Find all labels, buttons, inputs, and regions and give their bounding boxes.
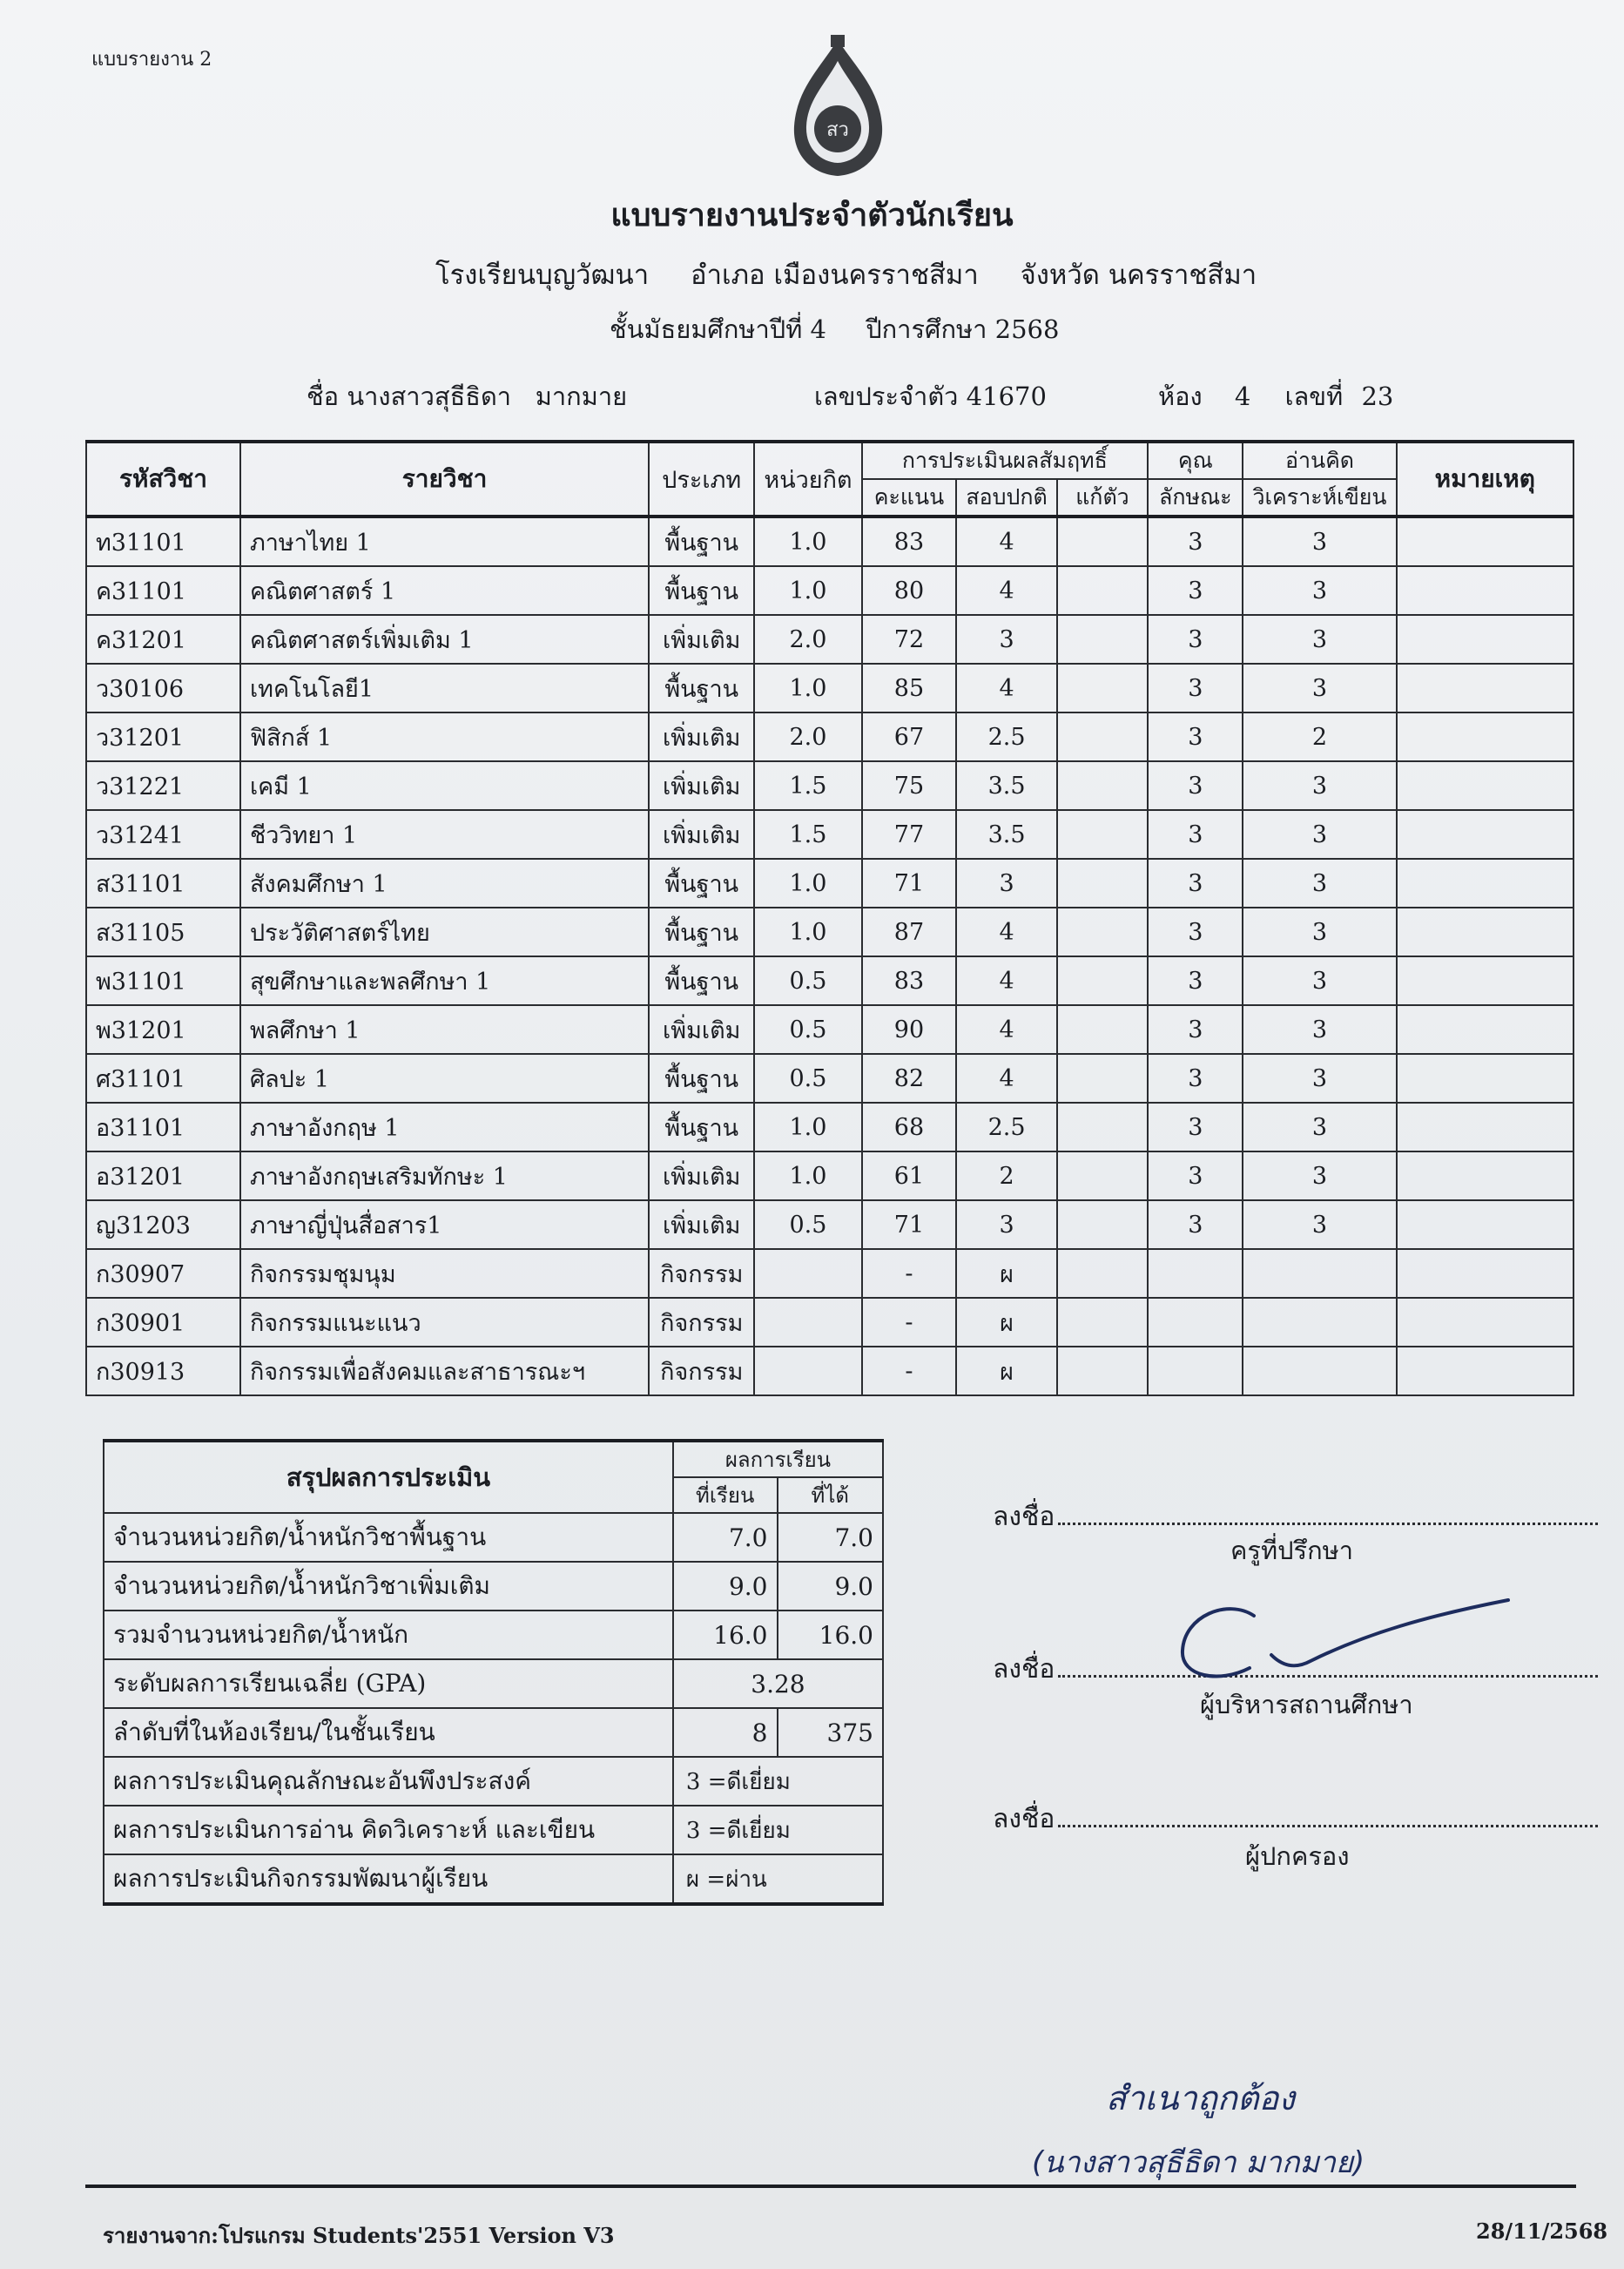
subject-character: 3	[1148, 615, 1243, 664]
subject-name: ประวัติศาสตร์ไทย	[240, 908, 649, 956]
sign-label: ลงชื่อ	[993, 1804, 1055, 1834]
student-id: เลขประจำตัว 41670	[814, 382, 1047, 411]
subject-grade: 4	[956, 664, 1056, 712]
subject-name: คณิตศาสตร์เพิ่มเติม 1	[240, 615, 649, 664]
subject-fix-grade	[1057, 859, 1148, 908]
subject-credit: 0.5	[754, 1054, 861, 1103]
subject-remark	[1397, 1298, 1573, 1347]
summary-col-earned: ที่ได้	[778, 1477, 884, 1513]
subject-score: -	[862, 1249, 957, 1298]
subject-score: 71	[862, 1200, 957, 1249]
subject-code: ศ31101	[86, 1054, 240, 1103]
subject-name: ศิลปะ 1	[240, 1054, 649, 1103]
subject-reading: 3	[1243, 908, 1396, 956]
subject-fix-grade	[1057, 956, 1148, 1005]
summary-value: 16.0	[778, 1611, 884, 1659]
subject-remark	[1397, 810, 1573, 859]
subject-grade: 4	[956, 908, 1056, 956]
subject-remark	[1397, 761, 1573, 810]
school-seal-icon	[788, 35, 888, 183]
school-line	[435, 253, 1290, 296]
subject-score: 82	[862, 1054, 957, 1103]
table-row	[86, 859, 1573, 908]
summary-value: ผ =ผ่าน	[673, 1854, 883, 1904]
subject-score: 83	[862, 956, 957, 1005]
subject-score: 80	[862, 566, 957, 615]
subject-type: พื้นฐาน	[649, 908, 754, 956]
subject-score: -	[862, 1347, 957, 1395]
subject-character: 3	[1148, 908, 1243, 956]
summary-row-basic	[104, 1513, 883, 1562]
subject-credit: 0.5	[754, 956, 861, 1005]
subject-score: 75	[862, 761, 957, 810]
subject-character: 3	[1148, 761, 1243, 810]
rank-grade: 375	[778, 1708, 884, 1757]
subject-fix-grade	[1057, 517, 1148, 566]
table-row	[86, 1200, 1573, 1249]
table-row	[86, 810, 1573, 859]
subject-reading	[1243, 1298, 1396, 1347]
number-label: เลขที่	[1284, 382, 1344, 411]
subject-character: 3	[1148, 517, 1243, 566]
subject-score: 68	[862, 1103, 957, 1151]
header-assessment: การประเมินผลสัมฤทธิ์	[862, 442, 1149, 479]
grade-level: ชั้นมัธยมศึกษาปีที่ 4	[610, 314, 826, 344]
student-name: นางสาวสุธีธิดา มากมาย	[347, 382, 628, 411]
subject-reading: 3	[1243, 1103, 1396, 1151]
header-type: ประเภท	[649, 442, 754, 517]
header-remark: หมายเหตุ	[1397, 442, 1573, 517]
table-row	[86, 517, 1573, 566]
subject-credit: 1.0	[754, 517, 861, 566]
subject-grade: 3.5	[956, 761, 1056, 810]
subject-fix-grade	[1057, 1054, 1148, 1103]
subject-grade: 4	[956, 1005, 1056, 1054]
subject-code: ค31101	[86, 566, 240, 615]
subject-character: 3	[1148, 810, 1243, 859]
gpa-value: 3.28	[673, 1659, 883, 1708]
subject-score: 61	[862, 1151, 957, 1200]
province: จังหวัด นครราชสีมา	[1020, 260, 1257, 291]
subject-code: พ31201	[86, 1005, 240, 1054]
subject-credit: 2.0	[754, 615, 861, 664]
subject-type: เพิ่มเติม	[649, 712, 754, 761]
subject-code: ว31201	[86, 712, 240, 761]
subject-character: 3	[1148, 1200, 1243, 1249]
subject-fix-grade	[1057, 1249, 1148, 1298]
subject-name: สังคมศึกษา 1	[240, 859, 649, 908]
number-value: 23	[1361, 382, 1394, 411]
subject-reading: 2	[1243, 712, 1396, 761]
subject-type: เพิ่มเติม	[649, 1200, 754, 1249]
table-row	[86, 1151, 1573, 1200]
subject-code: ก30907	[86, 1249, 240, 1298]
subject-reading: 3	[1243, 859, 1396, 908]
summary-label: ผลการประเมินคุณลักษณะอันพึงประสงค์	[104, 1757, 673, 1806]
subject-fix-grade	[1057, 712, 1148, 761]
subject-grade: 3.5	[956, 810, 1056, 859]
subject-credit: 1.5	[754, 761, 861, 810]
subject-credit	[754, 1249, 861, 1298]
table-row	[86, 1005, 1573, 1054]
subject-character: 3	[1148, 1054, 1243, 1103]
subject-reading: 3	[1243, 517, 1396, 566]
subject-score: 72	[862, 615, 957, 664]
room-value: 4	[1234, 382, 1251, 411]
subject-remark	[1397, 1200, 1573, 1249]
subject-type: พื้นฐาน	[649, 1103, 754, 1151]
header-normal-grade: สอบปกติ	[956, 479, 1056, 517]
summary-label: ลำดับที่ในห้องเรียน/ในชั้นเรียน	[104, 1708, 673, 1757]
subject-name: คณิตศาสตร์ 1	[240, 566, 649, 615]
subject-type: เพิ่มเติม	[649, 615, 754, 664]
summary-title: สรุปผลการประเมิน	[104, 1441, 673, 1513]
subject-grade: ผ	[956, 1298, 1056, 1347]
subject-fix-grade	[1057, 1103, 1148, 1151]
subject-grade: 4	[956, 956, 1056, 1005]
subject-code: ค31201	[86, 615, 240, 664]
summary-value: 16.0	[673, 1611, 778, 1659]
subject-character: 3	[1148, 859, 1243, 908]
table-row	[86, 1347, 1573, 1395]
subject-type: พื้นฐาน	[649, 566, 754, 615]
room-label: ห้อง	[1158, 382, 1203, 411]
subject-fix-grade	[1057, 664, 1148, 712]
subject-score: 90	[862, 1005, 957, 1054]
summary-row-total	[104, 1611, 883, 1659]
report-title: แบบรายงานประจำตัวนักเรียน	[610, 197, 1014, 233]
subject-remark	[1397, 1054, 1573, 1103]
subject-code: ก30913	[86, 1347, 240, 1395]
summary-label: ระดับผลการเรียนเฉลี่ย (GPA)	[104, 1659, 673, 1708]
subject-grade: ผ	[956, 1347, 1056, 1395]
summary-label: รวมจำนวนหน่วยกิต/น้ำหนัก	[104, 1611, 673, 1659]
subject-reading: 3	[1243, 664, 1396, 712]
subject-remark	[1397, 1151, 1573, 1200]
subject-grade: 4	[956, 1054, 1056, 1103]
subject-score: 83	[862, 517, 957, 566]
subject-type: เพิ่มเติม	[649, 1005, 754, 1054]
table-row	[86, 908, 1573, 956]
subject-code: ว31241	[86, 810, 240, 859]
summary-table	[103, 1439, 884, 1906]
subject-reading: 3	[1243, 566, 1396, 615]
subject-code: ญ31203	[86, 1200, 240, 1249]
subject-code: อ31101	[86, 1103, 240, 1151]
subject-character: 3	[1148, 1151, 1243, 1200]
subject-remark	[1397, 1103, 1573, 1151]
summary-result-header: ผลการเรียน	[673, 1441, 883, 1477]
table-row	[86, 1298, 1573, 1347]
subject-code: ส31105	[86, 908, 240, 956]
subject-fix-grade	[1057, 761, 1148, 810]
subject-character: 3	[1148, 566, 1243, 615]
summary-label: จำนวนหน่วยกิต/น้ำหนักวิชาเพิ่มเติม	[104, 1562, 673, 1611]
subject-grade: 2	[956, 1151, 1056, 1200]
parent-signature-line	[993, 1799, 1598, 1840]
subject-type: พื้นฐาน	[649, 956, 754, 1005]
director-signature-icon	[1167, 1581, 1515, 1694]
subject-code: ท31101	[86, 517, 240, 566]
subject-name: เทคโนโลยี1	[240, 664, 649, 712]
summary-value: 7.0	[778, 1513, 884, 1562]
subject-remark	[1397, 615, 1573, 664]
subject-fix-grade	[1057, 1151, 1148, 1200]
summary-value: 3 =ดีเยี่ยม	[673, 1806, 883, 1854]
student-name-field	[307, 376, 627, 416]
rank-room: 8	[673, 1708, 778, 1757]
subject-remark	[1397, 1005, 1573, 1054]
subject-type: พื้นฐาน	[649, 664, 754, 712]
subject-score: 71	[862, 859, 957, 908]
subject-character	[1148, 1298, 1243, 1347]
subject-code: พ31101	[86, 956, 240, 1005]
subject-reading: 3	[1243, 1054, 1396, 1103]
subject-reading: 3	[1243, 1151, 1396, 1200]
subject-name: กิจกรรมเพื่อสังคมและสาธารณะฯ	[240, 1347, 649, 1395]
header-character-bottom: ลักษณะ	[1148, 479, 1243, 517]
summary-row-extra	[104, 1562, 883, 1611]
grade-line	[610, 309, 1090, 349]
subject-credit: 1.0	[754, 566, 861, 615]
header-reading-bottom: วิเคราะห์เขียน	[1243, 479, 1396, 517]
subject-credit: 2.0	[754, 712, 861, 761]
subject-name: กิจกรรมชุมนุม	[240, 1249, 649, 1298]
subject-name: ภาษาอังกฤษเสริมทักษะ 1	[240, 1151, 649, 1200]
dotted-line	[1058, 1519, 1598, 1525]
subject-name: สุขศึกษาและพลศึกษา 1	[240, 956, 649, 1005]
table-row	[86, 1054, 1573, 1103]
grades-table	[85, 440, 1574, 1396]
header-score: คะแนน	[862, 479, 957, 517]
subject-credit	[754, 1347, 861, 1395]
header-credit: หน่วยกิต	[754, 442, 861, 517]
subject-character: 3	[1148, 712, 1243, 761]
subject-code: ส31101	[86, 859, 240, 908]
summary-label: ผลการประเมินกิจกรรมพัฒนาผู้เรียน	[104, 1854, 673, 1904]
subject-score: 85	[862, 664, 957, 712]
summary-value: 3 =ดีเยี่ยม	[673, 1757, 883, 1806]
subject-type: พื้นฐาน	[649, 1054, 754, 1103]
subject-name: ชีววิทยา 1	[240, 810, 649, 859]
subject-character	[1148, 1347, 1243, 1395]
subject-remark	[1397, 859, 1573, 908]
summary-row-rank	[104, 1708, 883, 1757]
subject-reading: 3	[1243, 1005, 1396, 1054]
subject-grade: 4	[956, 566, 1056, 615]
subject-grade: 2.5	[956, 712, 1056, 761]
subject-remark	[1397, 1249, 1573, 1298]
header-fix-grade: แก้ตัว	[1057, 479, 1148, 517]
subject-type: เพิ่มเติม	[649, 761, 754, 810]
summary-row-gpa	[104, 1659, 883, 1708]
summary-row-character	[104, 1757, 883, 1806]
subject-character: 3	[1148, 1103, 1243, 1151]
subject-code: ว30106	[86, 664, 240, 712]
footer-source: รายงานจาก:โปรแกรม Students'2551 Version V3	[103, 2223, 615, 2248]
subject-code: ก30901	[86, 1298, 240, 1347]
subject-fix-grade	[1057, 1347, 1148, 1395]
subject-remark	[1397, 908, 1573, 956]
subject-remark	[1397, 956, 1573, 1005]
subject-type: พื้นฐาน	[649, 859, 754, 908]
table-row	[86, 566, 1573, 615]
summary-value: 9.0	[673, 1562, 778, 1611]
subject-fix-grade	[1057, 566, 1148, 615]
table-row	[86, 615, 1573, 664]
subject-credit	[754, 1298, 861, 1347]
subject-name: ภาษาไทย 1	[240, 517, 649, 566]
subject-score: 77	[862, 810, 957, 859]
subject-name: ภาษาญี่ปุ่นสื่อสาร1	[240, 1200, 649, 1249]
summary-col-taken: ที่เรียน	[673, 1477, 778, 1513]
subject-fix-grade	[1057, 908, 1148, 956]
subject-score: 87	[862, 908, 957, 956]
subject-name: ภาษาอังกฤษ 1	[240, 1103, 649, 1151]
subject-remark	[1397, 566, 1573, 615]
sign-label: ลงชื่อ	[993, 1502, 1055, 1532]
certified-copy-name: (นางสาวสุธีธิดา มากมาย)	[1032, 2145, 1365, 2180]
certified-copy-note: สำเนาถูกต้อง	[1106, 2079, 1295, 2117]
subject-credit: 1.5	[754, 810, 861, 859]
subject-fix-grade	[1057, 1005, 1148, 1054]
subject-type: กิจกรรม	[649, 1249, 754, 1298]
subject-reading	[1243, 1249, 1396, 1298]
table-row	[86, 1249, 1573, 1298]
subject-reading: 3	[1243, 615, 1396, 664]
subject-credit: 1.0	[754, 859, 861, 908]
dotted-line	[1058, 1821, 1598, 1827]
table-row	[86, 712, 1573, 761]
room-field	[1158, 376, 1393, 416]
subject-reading	[1243, 1347, 1396, 1395]
subject-credit: 0.5	[754, 1005, 861, 1054]
subject-credit: 1.0	[754, 1151, 861, 1200]
subject-remark	[1397, 664, 1573, 712]
subject-type: กิจกรรม	[649, 1347, 754, 1395]
subject-type: เพิ่มเติม	[649, 810, 754, 859]
subject-code: ว31221	[86, 761, 240, 810]
subject-grade: 3	[956, 615, 1056, 664]
subject-grade: 3	[956, 859, 1056, 908]
form-code: แบบรายงาน 2	[91, 49, 212, 71]
summary-row-activity	[104, 1854, 883, 1904]
table-row	[86, 1103, 1573, 1151]
table-row	[86, 956, 1573, 1005]
svg-text:สว: สว	[826, 119, 849, 141]
header-subject: รายวิชา	[240, 442, 649, 517]
subject-reading: 3	[1243, 810, 1396, 859]
subject-credit: 1.0	[754, 908, 861, 956]
header-reading-top: อ่านคิด	[1243, 442, 1396, 479]
subject-grade: 3	[956, 1200, 1056, 1249]
subject-remark	[1397, 712, 1573, 761]
subject-character: 3	[1148, 1005, 1243, 1054]
student-name-label: ชื่อ	[307, 382, 340, 411]
subject-fix-grade	[1057, 615, 1148, 664]
footer-date: 28/11/2568	[1476, 2218, 1608, 2244]
subject-type: กิจกรรม	[649, 1298, 754, 1347]
subject-remark	[1397, 1347, 1573, 1395]
subject-credit: 0.5	[754, 1200, 861, 1249]
school-name: โรงเรียนบุญวัฒนา	[435, 260, 650, 291]
subject-fix-grade	[1057, 810, 1148, 859]
table-row	[86, 761, 1573, 810]
subject-credit: 1.0	[754, 664, 861, 712]
subject-type: พื้นฐาน	[649, 517, 754, 566]
subject-credit: 1.0	[754, 1103, 861, 1151]
subject-fix-grade	[1057, 1200, 1148, 1249]
table-row	[86, 664, 1573, 712]
header-code: รหัสวิชา	[86, 442, 240, 517]
sign-label: ลงชื่อ	[993, 1654, 1055, 1685]
director-role: ผู้บริหารสถานศึกษา	[1200, 1690, 1413, 1719]
summary-row-reading	[104, 1806, 883, 1854]
summary-label: ผลการประเมินการอ่าน คิดวิเคราะห์ และเขียน	[104, 1806, 673, 1854]
subject-reading: 3	[1243, 956, 1396, 1005]
summary-value: 7.0	[673, 1513, 778, 1562]
subject-reading: 3	[1243, 761, 1396, 810]
subject-remark	[1397, 517, 1573, 566]
subject-type: เพิ่มเติม	[649, 1151, 754, 1200]
subject-grade: 4	[956, 517, 1056, 566]
subject-character: 3	[1148, 956, 1243, 1005]
subject-score: -	[862, 1298, 957, 1347]
parent-role: ผู้ปกครอง	[1245, 1841, 1350, 1871]
subject-reading: 3	[1243, 1200, 1396, 1249]
footer-rule	[85, 2185, 1576, 2188]
subject-grade: 2.5	[956, 1103, 1056, 1151]
subject-score: 67	[862, 712, 957, 761]
subject-fix-grade	[1057, 1298, 1148, 1347]
summary-label: จำนวนหน่วยกิต/น้ำหนักวิชาพื้นฐาน	[104, 1513, 673, 1562]
subject-character	[1148, 1249, 1243, 1298]
subject-grade: ผ	[956, 1249, 1056, 1298]
summary-value: 9.0	[778, 1562, 884, 1611]
subject-name: กิจกรรมแนะแนว	[240, 1298, 649, 1347]
subject-code: อ31201	[86, 1151, 240, 1200]
advisor-role: ครูที่ปรึกษา	[1230, 1536, 1354, 1565]
header-character-top: คุณ	[1148, 442, 1243, 479]
district: อำเภอ เมืองนครราชสีมา	[691, 260, 979, 291]
subject-character: 3	[1148, 664, 1243, 712]
subject-name: เคมี 1	[240, 761, 649, 810]
subject-name: พลศึกษา 1	[240, 1005, 649, 1054]
academic-year: ปีการศึกษา 2568	[866, 314, 1060, 344]
subject-name: ฟิสิกส์ 1	[240, 712, 649, 761]
